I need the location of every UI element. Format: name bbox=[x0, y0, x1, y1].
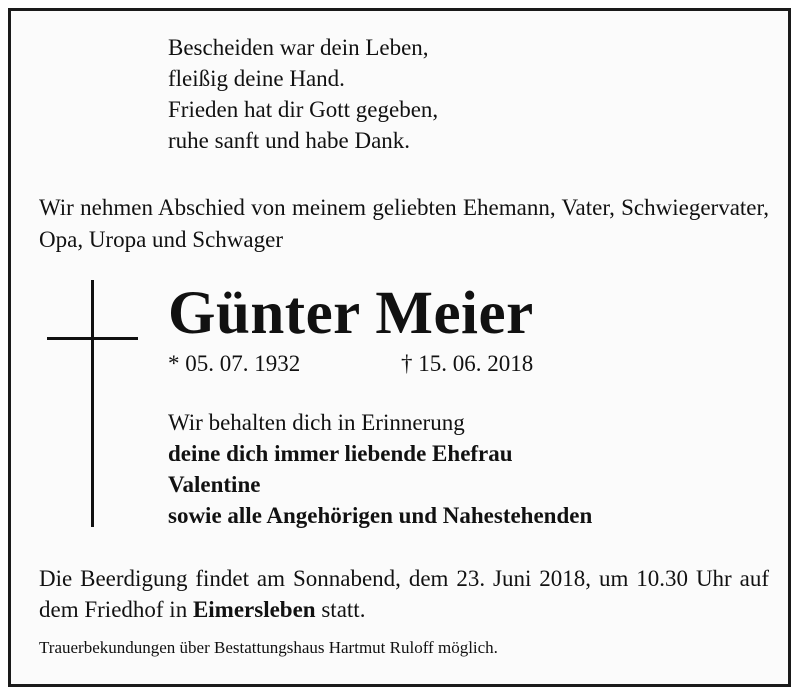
obituary-notice bbox=[8, 8, 791, 687]
poem-line: Frieden hat dir Gott gegeben, bbox=[168, 97, 439, 122]
cross-icon bbox=[91, 280, 94, 527]
cross-icon-bar bbox=[47, 337, 138, 340]
poem-line: Bescheiden war dein Leben, bbox=[168, 35, 429, 60]
deceased-name: Günter Meier bbox=[168, 280, 534, 347]
closing-words bbox=[168, 407, 592, 531]
closing-line-wife: deine dich immer liebende Ehefrau bbox=[168, 441, 513, 466]
funeral-notice bbox=[39, 563, 769, 625]
closing-line: Wir behalten dich in Erinnerung bbox=[168, 410, 465, 435]
farewell-intro: Wir nehmen Abschied von meinem geliebten Ehemann, Vater, Schwiegervater, Opa, Uropa und Schwager bbox=[39, 195, 769, 252]
birth-date: * 05. 07. 1932 bbox=[168, 351, 301, 376]
poem-line: ruhe sanft und habe Dank. bbox=[168, 128, 411, 153]
funeral-text-end: statt. bbox=[315, 597, 366, 622]
closing-line-family: sowie alle Angehörigen und Nahestehenden bbox=[168, 503, 593, 528]
death-date: † 15. 06. 2018 bbox=[401, 351, 534, 376]
funeral-text: Die Beerdigung findet am Sonnabend, dem 23. Juni 2018, um 10.30 Uhr auf dem Friedhof in bbox=[39, 566, 769, 622]
funeral-place: Eimersleben bbox=[192, 597, 316, 622]
poem bbox=[168, 32, 438, 156]
closing-line-name: Valentine bbox=[168, 472, 261, 497]
condolence-note: Trauerbekundungen über Bestattungshaus Hartmut Ruloff möglich. bbox=[39, 638, 498, 657]
poem-line: fleißig deine Hand. bbox=[168, 66, 345, 91]
